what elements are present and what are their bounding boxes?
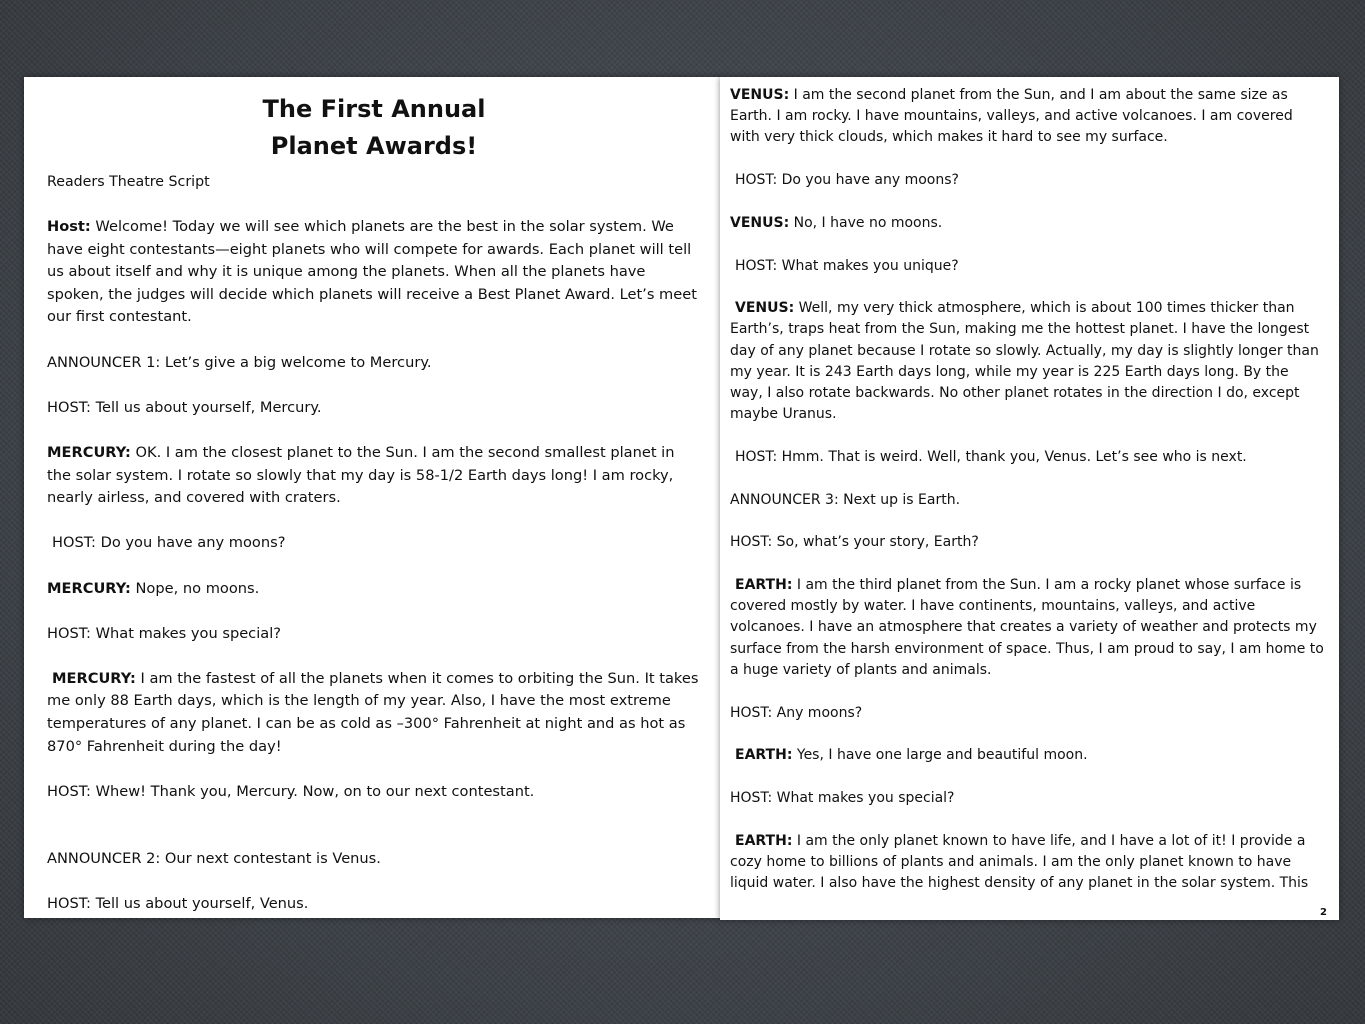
speaker-label: MERCURY:	[52, 669, 136, 687]
script-line	[730, 703, 1325, 724]
script-line	[47, 848, 701, 871]
line-text: I am the only planet known to have life, and I have a lot of it! I provide a cozy home to billions of plants and animals. I am the only planet known to have liquid water. I also have the highest density of any planet in the solar system. This	[730, 832, 1309, 892]
line-text: Welcome! Today we will see which planets are the best in the solar system. We have eight contestants—eight planets who will compete for awards. Each planet will tell us about itself and why it is unique among the planets. When all the planets have spoken, the judges will decide which planets will receive a Best Planet Award. Let’s meet our first contestant.	[47, 218, 697, 326]
script-page-left	[24, 77, 721, 918]
script-line	[730, 85, 1325, 149]
script-line	[730, 831, 1325, 895]
script-line	[47, 668, 701, 758]
speaker-label: EARTH:	[735, 747, 793, 764]
line-text: ANNOUNCER 1: Let’s give a big welcome to Mercury.	[47, 353, 432, 371]
line-text: HOST: Hmm. That is weird. Well, thank you, Venus. Let’s see who is next.	[735, 448, 1247, 465]
script-title	[47, 91, 701, 165]
line-text: HOST: Tell us about yourself, Venus.	[47, 895, 309, 913]
script-line	[47, 532, 701, 555]
script-page-right	[720, 77, 1339, 920]
line-text: OK. I am the closest planet to the Sun. I am the second smallest planet in the solar system. I rotate so slowly that my day is 58-1/2 Earth days long! I am rocky, nearly airless, and covered with craters.	[47, 443, 675, 507]
line-text: HOST: Do you have any moons?	[735, 172, 959, 189]
line-text: HOST: So, what’s your story, Earth?	[730, 534, 979, 551]
title-line-1: The First Annual	[262, 95, 486, 123]
script-line	[47, 623, 701, 646]
speaker-label: MERCURY:	[47, 443, 131, 461]
line-text: HOST: What makes you special?	[47, 624, 282, 642]
script-line	[47, 781, 701, 804]
line-text: I am the fastest of all the planets when it comes to orbiting the Sun. It takes me only 88 Earth days, which is the length of my year. Also, I have the most extreme temperatures of any planet. I can be as cold as –300° Fahrenheit at night and as hot as 870° Fahrenheit during the day!	[47, 669, 699, 755]
script-line	[730, 170, 1325, 191]
speaker-label: EARTH:	[735, 577, 793, 594]
script-line	[730, 788, 1325, 809]
script-line	[47, 352, 701, 375]
speaker-label: EARTH:	[735, 832, 793, 849]
line-text: Nope, no moons.	[130, 579, 260, 597]
script-line	[730, 575, 1325, 681]
script-line	[730, 532, 1325, 553]
line-text: HOST: Do you have any moons?	[52, 534, 286, 552]
script-line	[47, 893, 701, 916]
line-text: I am the third planet from the Sun. I am a rocky planet whose surface is covered mostly by water. I have continents, mountains, valleys, and active volcanoes. I have an atmosphere that creates a variety of weather and protects my surface from the harsh environment of space. Thus, I am proud to say, I am home to a huge variety of plants and animals.	[730, 577, 1324, 678]
line-text: No, I have no moons.	[789, 214, 943, 231]
script-line	[47, 578, 701, 601]
title-line-2: Planet Awards!	[270, 132, 478, 160]
line-text: ANNOUNCER 3: Next up is Earth.	[730, 491, 961, 508]
script-line	[730, 490, 1325, 511]
line-text: ANNOUNCER 2: Our next contestant is Venus.	[47, 850, 381, 868]
line-text: HOST: Tell us about yourself, Mercury.	[47, 398, 322, 416]
script-line	[730, 447, 1325, 468]
line-text: Well, my very thick atmosphere, which is about 100 times thicker than Earth’s, traps heat from the Sun, making me the hottest planet. I have the longest day of any planet because I rotate so slowly. Actually, my day is slightly longer than my year. It is 243 Earth days long, while my year is 225 Earth days long. By the way, I also rotate backwards. No other planet rotates in the direction I do, except maybe Uranus.	[730, 300, 1319, 423]
line-text: HOST: What makes you unique?	[735, 257, 959, 274]
script-line	[730, 298, 1325, 425]
speaker-label: VENUS:	[730, 214, 790, 231]
script-line	[730, 256, 1325, 277]
script-line	[47, 442, 701, 510]
script-line	[730, 745, 1325, 766]
line-text: I am the second planet from the Sun, and I am about the same size as Earth. I am rocky. I have mountains, valleys, and active volcanoes. I am covered with very thick clouds, which makes it hard to see my surface.	[730, 87, 1293, 146]
line-text: HOST: Whew! Thank you, Mercury. Now, on to our next contestant.	[47, 782, 535, 800]
script-line	[47, 216, 701, 329]
line-text: HOST: Any moons?	[730, 704, 863, 721]
script-subtitle: Readers Theatre Script	[47, 174, 210, 190]
speaker-label: VENUS:	[730, 87, 790, 103]
script-line	[730, 213, 1325, 234]
speaker-label: Host:	[47, 218, 91, 235]
line-text: Yes, I have one large and beautiful moon.	[792, 747, 1088, 764]
line-text: HOST: What makes you special?	[730, 789, 955, 806]
spacer	[47, 826, 701, 848]
script-line	[47, 397, 701, 420]
page-number: 2	[1320, 907, 1327, 918]
speaker-label: MERCURY:	[47, 579, 131, 597]
speaker-label: VENUS:	[735, 300, 795, 317]
